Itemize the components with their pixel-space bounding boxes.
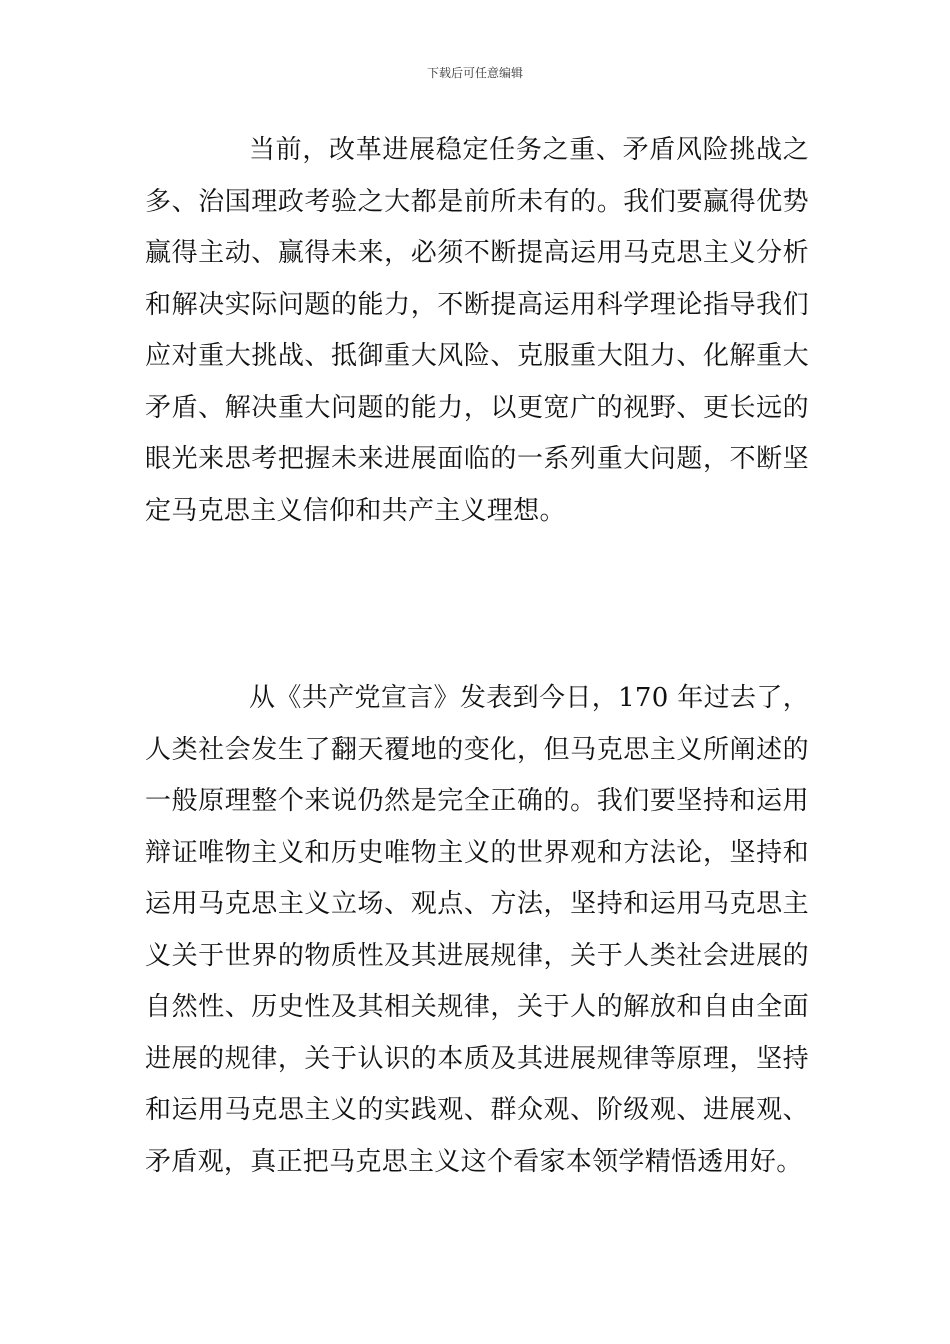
body-paragraph-1: 当前，改革进展稳定任务之重、矛盾风险挑战之多、治国理政考验之大都是前所未有的。我们要赢得优势赢得主动、赢得未来，必须不断提高运用马克思主义分析和解决实际问题的能力，不断提高运用科学理论指导我们应对重大挑战、抵御重大风险、克服重大阻力、化解重大矛盾、解决重大问题的能力，以更宽广的视野、更长远的眼光来思考把握未来进展面临的一系列重大问题，不断坚定马克思主义信仰和共产主义理想。 — [145, 135, 809, 526]
body-paragraph-2: 从《共产党宣言》发表到今日，170 年过去了，人类社会发生了翻天覆地的变化，但马克思主义所阐述的一般原理整个来说仍然是完全正确的。我们要坚持和运用辩证唯物主义和历史唯物主义的世界观和方法论，坚持和运用马克思主义立场、观点、方法，坚持和运用马克思主义关于世界的物质性及其进展规律，关于人类社会进展的自然性、历史性及其相关规律，关于人的解放和自由全面进展的规律，关于认识的本质及其进展规律等原理，坚持和运用马克思主义的实践观、群众观、阶级观、进展观、矛盾观，真正把马克思主义这个看家本领学精悟透用好。 — [145, 683, 809, 1177]
page-header: 下载后可任意编辑 — [426, 66, 523, 80]
